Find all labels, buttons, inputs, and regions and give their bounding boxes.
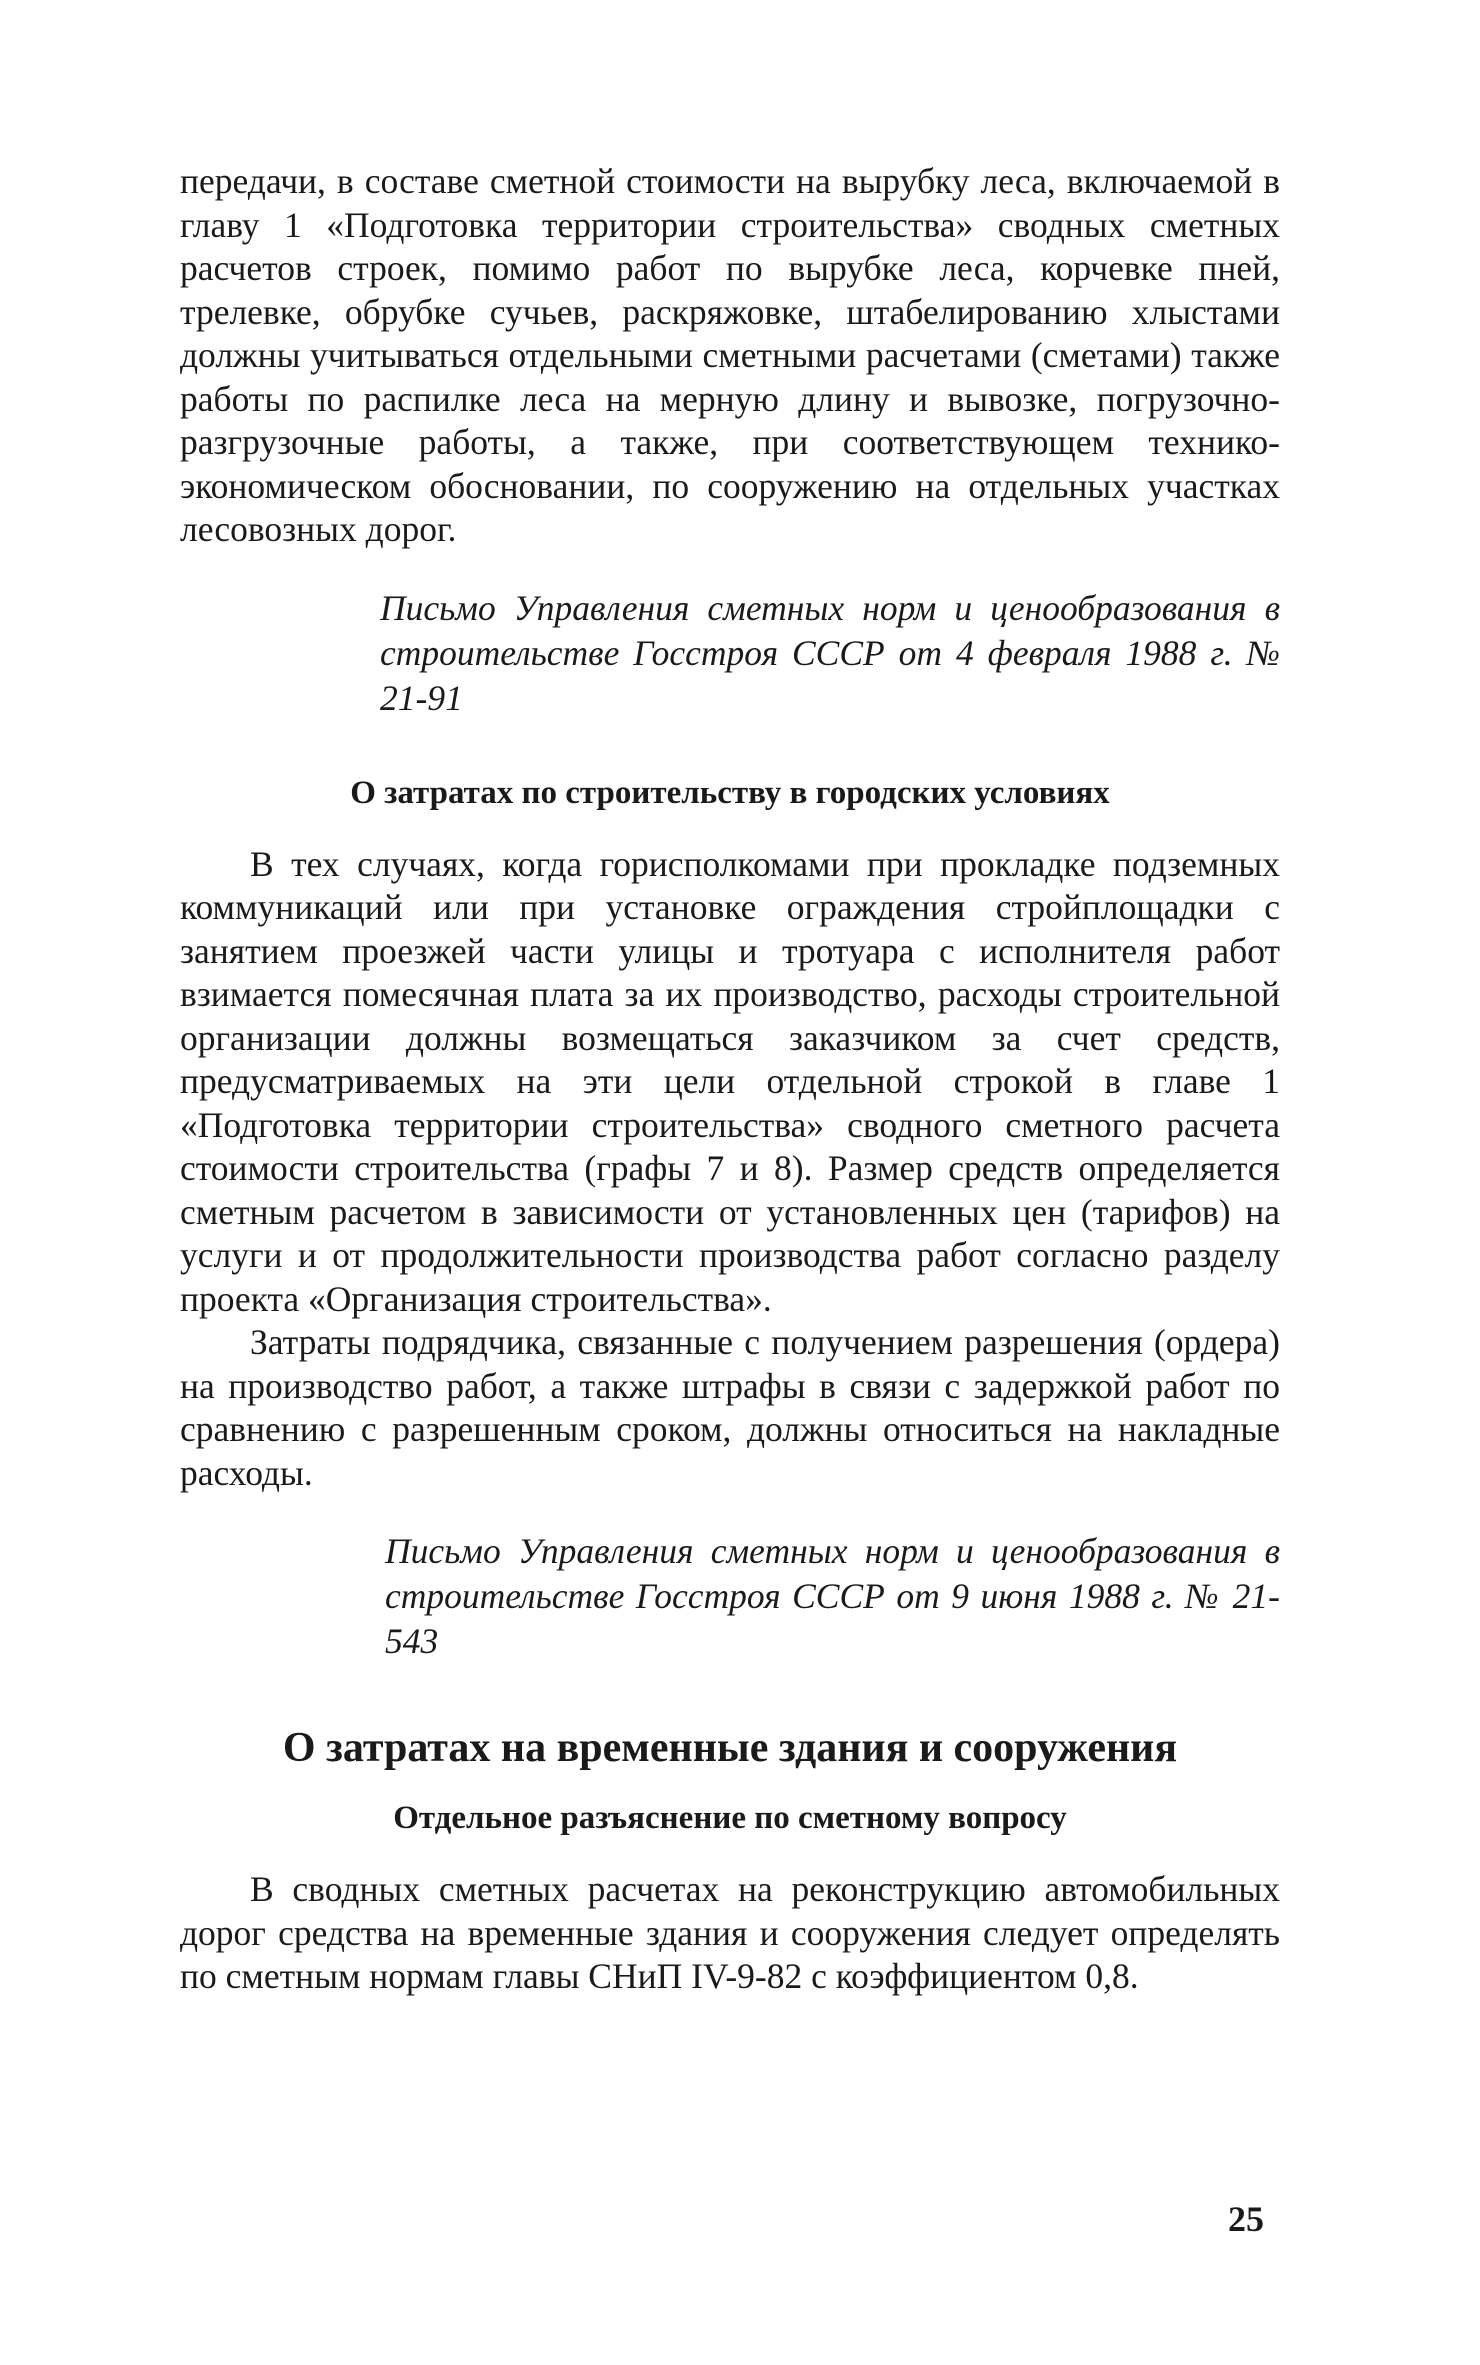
page-number: 25 <box>1228 2199 1264 2239</box>
document-page <box>180 160 1280 1999</box>
continued-paragraph: передачи, в составе сметной стоимости на вырубку леса, включаемой в главу 1 «Подготовка территории строительства» сводных сметных расчетов строек, помимо работ по вырубке леса, корчевке пней, трелевке, обрубке сучьев, раскряжовке, штабелированию хлыстами должны учитываться отдельными сметными расчетами (сметами) также работы по распилке леса на мерную длину и вывозке, погрузочно-разгрузочные работы, а также, при соответствующем технико-экономическом обосновании, по сооружению на отдельных участках лесовозных дорог. <box>180 161 1280 549</box>
section-heading-urban-construction: О затратах по строительству в городских условиях <box>350 774 1110 811</box>
source-citation-1: Письмо Управления сметных норм и ценообразования в строительстве Госстроя СССР от 4 февраля 1988 г. № 21-91 <box>380 587 1280 718</box>
section-heading-temporary-buildings: О затратах на временные здания и сооружения <box>282 1725 1178 1771</box>
section-2-paragraph: В сводных сметных расчетах на реконструкцию автомобильных дорог средства на временные здания и сооружения следует определять по сметным нормам главы СНиП IV-9-82 с коэффициентом 0,8. <box>180 1869 1280 1996</box>
section-subheading-clarification: Отдельное разъяснение по сметному вопросу <box>393 1800 1067 1836</box>
section-1-paragraph-1: В тех случаях, когда горисполкомами при прокладке подземных коммуникаций или при установке ограждения стройплощадки с занятием проезжей части улицы и тротуара с исполнителя работ взимается помесячная плата за их производство, расходы строительной организации должны возмещаться заказчиком за счет средств, предусматриваемых на эти цели отдельной строкой в главе 1 «Подготовка территории строительства» сводного сметного расчета стоимости строительства (графы 7 и 8). Размер средств определяется сметным расчетом в зависимости от установленных цен (тарифов) на услуги и от продолжительности производства работ согласно разделу проекта «Организация строительства». <box>180 843 1280 1319</box>
section-1-paragraph-2: Затраты подрядчика, связанные с получением разрешения (ордера) на производство работ, а также штрафы в связи с задержкой работ по сравнению с разрешенным сроком, должны относиться на накладные расходы. <box>180 1322 1280 1493</box>
source-citation-2: Письмо Управления сметных норм и ценообразования в строительстве Госстроя СССР от 9 июня 1988 г. № 21-543 <box>385 1531 1280 1661</box>
